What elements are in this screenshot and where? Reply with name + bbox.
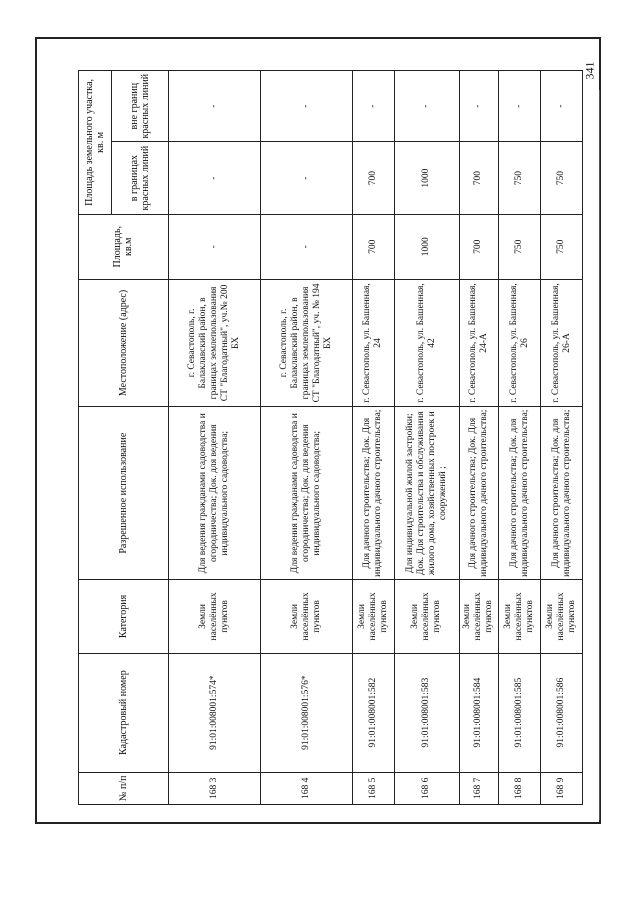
page-number: 341 — [582, 61, 597, 79]
header-outside: вне границ красных линий — [112, 71, 168, 142]
cell-area: 700 — [352, 214, 394, 279]
table-row — [459, 71, 499, 805]
header-row — [79, 71, 112, 805]
cell-location: г. Севастополь, г. Балаклавский район, в границах землепользования СТ "Благодатный", уч.№ 200 БХ — [168, 279, 260, 407]
cell-area: - — [260, 214, 352, 279]
header-category: Категория — [79, 580, 169, 654]
cell-category: Земли населённых пунктов — [260, 580, 352, 654]
cell-no: 168 7 — [459, 772, 499, 804]
cell-cadastral: 91:01:008001:584 — [459, 653, 499, 772]
table-row — [168, 71, 260, 805]
cell-no: 168 3 — [168, 772, 260, 804]
cell-category: Земли населённых пунктов — [394, 580, 459, 654]
cell-area: 750 — [499, 214, 541, 279]
cell-use: Для ведения гражданами садоводства и огородничества; Док. для ведения индивидуального садоводства; — [260, 407, 352, 580]
cell-category: Земли населённых пунктов — [459, 580, 499, 654]
cell-no: 168 9 — [541, 772, 583, 804]
margin-rule — [599, 90, 600, 820]
cell-within: 1000 — [394, 142, 459, 214]
cell-category: Земли населённых пунктов — [499, 580, 541, 654]
cell-outside: - — [499, 71, 541, 142]
cell-cadastral: 91:01:008001:583 — [394, 653, 459, 772]
table-row — [499, 71, 541, 805]
cell-use: Для дачного строительства; Док. для индивидуального дачного строительства; — [499, 407, 541, 580]
cell-outside: - — [394, 71, 459, 142]
cell-outside: - — [352, 71, 394, 142]
cell-within: 750 — [541, 142, 583, 214]
cell-no: 168 8 — [499, 772, 541, 804]
cell-within: 700 — [459, 142, 499, 214]
cell-within: - — [168, 142, 260, 214]
header-cadastral: Кадастровый номер — [79, 653, 169, 772]
cell-use: Для дачного строительства; Док. Для индивидуального дачного строительства; — [459, 407, 499, 580]
header-no: № п/п — [79, 772, 169, 804]
cell-category: Земли населённых пунктов — [352, 580, 394, 654]
cell-location: г. Севастополь, ул. Башенная, 24 — [352, 279, 394, 407]
cell-within: 750 — [499, 142, 541, 214]
cell-use: Для дачного строительства; Док. Для индивидуального дачного строительства; — [352, 407, 394, 580]
header-within: в границах красных линий — [112, 142, 168, 214]
cell-no: 168 6 — [394, 772, 459, 804]
cell-use: Для индивидуальной жилой застройки; Док. Для строительства и обслуживания жилого дома, хозяйственных построек и сооружений ; — [394, 407, 459, 580]
cell-outside: - — [168, 71, 260, 142]
cell-outside: - — [459, 71, 499, 142]
table-row — [541, 71, 583, 805]
cell-within: 700 — [352, 142, 394, 214]
cell-area: 1000 — [394, 214, 459, 279]
cell-within: - — [260, 142, 352, 214]
cell-no: 168 4 — [260, 772, 352, 804]
header-location: Местоположение (адрес) — [79, 279, 169, 407]
cell-category: Земли населённых пунктов — [168, 580, 260, 654]
cell-use: Для ведения гражданами садоводства и огородничества; Док. для ведения индивидуального садоводства; — [168, 407, 260, 580]
cell-area: 700 — [459, 214, 499, 279]
header-area: Площадь, кв.м — [79, 214, 169, 279]
table-row — [260, 71, 352, 805]
cell-location: г. Севастополь, ул. Башенная, 24-А — [459, 279, 499, 407]
cell-use: Для дачного строительства; Док. для индивидуального дачного строительства; — [541, 407, 583, 580]
cell-outside: - — [541, 71, 583, 142]
cell-location: г. Севастополь, ул. Башенная, 42 — [394, 279, 459, 407]
table-row — [394, 71, 459, 805]
cell-cadastral: 91:01:008001:586 — [541, 653, 583, 772]
cell-area: - — [168, 214, 260, 279]
cell-area: 750 — [541, 214, 583, 279]
cell-cadastral: 91:01:008001:576* — [260, 653, 352, 772]
cell-location: г. Севастополь, ул. Башенная, 26-А — [541, 279, 583, 407]
header-plot-area: Площадь земельного участка, кв. м — [79, 71, 112, 215]
cell-no: 168 5 — [352, 772, 394, 804]
cell-outside: - — [260, 71, 352, 142]
cell-cadastral: 91:01:008001:585 — [499, 653, 541, 772]
cell-cadastral: 91:01:008001:574* — [168, 653, 260, 772]
cell-location: г. Севастополь, ул. Башенная, 26 — [499, 279, 541, 407]
rotated-table-container — [78, 70, 583, 805]
land-plots-table — [78, 70, 583, 805]
cell-cadastral: 91:01:008001:582 — [352, 653, 394, 772]
cell-location: г. Севастополь, г. Балаклавский район, в границах землепользования СТ "Благодатный", уч. № 194 БХ — [260, 279, 352, 407]
table-row — [352, 71, 394, 805]
cell-category: Земли населённых пунктов — [541, 580, 583, 654]
header-permitted-use: Разрешенное использование — [79, 407, 169, 580]
